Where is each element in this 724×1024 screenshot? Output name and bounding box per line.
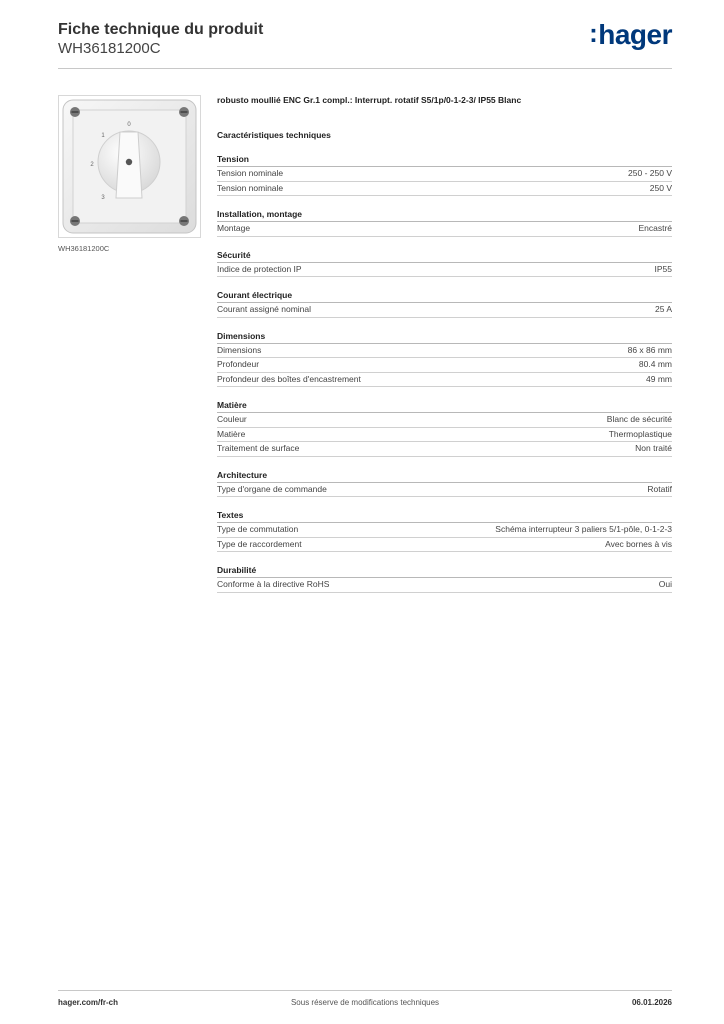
section-title: Textes (217, 509, 672, 523)
spec-value: Avec bornes à vis (605, 538, 672, 549)
spec-label: Tension nominale (217, 182, 284, 193)
section-title: Installation, montage (217, 208, 672, 222)
dial-label-2: 2 (90, 162, 94, 168)
spec-label: Traitement de surface (217, 443, 300, 453)
hager-logo: :hager (589, 18, 672, 50)
section-installation (217, 208, 672, 237)
page-header (58, 20, 672, 58)
section-architecture (217, 469, 672, 498)
spec-label: Courant assigné nominal (217, 304, 312, 314)
footer-disclaimer: Sous réserve de modifications techniques (290, 998, 440, 1007)
spec-label: Type de commutation (217, 524, 299, 534)
footer-date: 06.01.2026 (631, 998, 672, 1007)
image-caption: WH36181200C (58, 244, 110, 253)
section-title: Sécurité (217, 249, 672, 263)
section-title: Architecture (217, 469, 672, 483)
spec-label: Dimensions (217, 344, 262, 355)
footer-website-link[interactable]: hager.com/fr-ch (58, 998, 119, 1007)
spec-label: Conforme à la directive RoHS (217, 579, 330, 589)
section-durabilite (217, 564, 672, 593)
section-textes (217, 509, 672, 552)
section-title: Dimensions (217, 330, 672, 344)
spec-value: Oui (658, 579, 672, 589)
spec-value: 25 A (654, 304, 672, 314)
spec-row (217, 578, 672, 593)
spec-label: Profondeur des boîtes d'encastrement (217, 373, 361, 384)
section-dimensions (217, 330, 672, 388)
spec-row (217, 413, 672, 428)
section-courant (217, 289, 672, 318)
section-title: Tension (217, 153, 672, 167)
section-matiere (217, 399, 672, 457)
section-title: Courant électrique (217, 289, 672, 303)
section-title: Durabilité (217, 564, 672, 578)
spec-row (217, 222, 672, 237)
screw-icon (70, 216, 80, 226)
spec-label: Montage (217, 223, 251, 233)
spec-label: Profondeur (217, 359, 260, 369)
section-title: Matière (217, 399, 672, 413)
tech-characteristics-title: Caractéristiques techniques (217, 130, 331, 140)
knob-center-screw (126, 159, 132, 165)
page-title: Fiche technique du produit (58, 21, 264, 38)
spec-label: Tension nominale (217, 168, 284, 178)
spec-row (217, 442, 672, 457)
spec-row (217, 373, 672, 388)
spec-value: 250 - 250 V (628, 168, 672, 178)
product-reference: WH36181200C (58, 40, 161, 57)
specs-content (217, 95, 672, 593)
spec-row (217, 358, 672, 373)
screw-icon (179, 216, 189, 226)
spec-value: Schéma interrupteur 3 paliers 5/1-pôle, 0-1-2-3 (495, 524, 672, 534)
spec-value: 80.4 mm (638, 359, 672, 369)
spec-value: 86 x 86 mm (627, 344, 672, 355)
spec-row (217, 428, 672, 443)
spec-value: Non traité (635, 443, 672, 453)
spec-row (217, 344, 672, 359)
dial-label-0: 0 (127, 122, 131, 128)
spec-value: Rotatif (647, 483, 672, 494)
screw-icon (70, 107, 80, 117)
spec-value: Thermoplastique (608, 428, 672, 439)
spec-value: 250 V (649, 182, 672, 193)
product-image (58, 95, 201, 238)
footer-divider (58, 990, 672, 991)
spec-label: Indice de protection IP (217, 263, 302, 274)
spec-row (217, 483, 672, 498)
spec-label: Couleur (217, 414, 247, 424)
spec-row (217, 263, 672, 278)
spec-label: Matière (217, 428, 246, 439)
screw-icon (179, 107, 189, 117)
product-description: robusto moullié ENC Gr.1 compl.: Interrupt. rotatif S5/1p/0-1-2-3/ IP55 Blanc (217, 95, 522, 105)
dial-label-3: 3 (101, 195, 105, 201)
header-divider (58, 68, 672, 69)
section-tension (217, 153, 672, 196)
dial-label-1: 1 (101, 133, 105, 139)
spec-row (217, 523, 672, 538)
spec-value: Encastré (638, 223, 672, 233)
spec-value: Blanc de sécurité (606, 414, 672, 424)
spec-row (217, 182, 672, 197)
spec-label: Type de raccordement (217, 538, 302, 549)
spec-label: Type d'organe de commande (217, 483, 327, 494)
spec-row (217, 538, 672, 553)
spec-row (217, 303, 672, 318)
spec-row (217, 167, 672, 182)
spec-value: 49 mm (646, 373, 672, 384)
spec-value: IP55 (654, 263, 672, 274)
section-securite (217, 249, 672, 278)
rotary-switch-image (59, 96, 200, 237)
